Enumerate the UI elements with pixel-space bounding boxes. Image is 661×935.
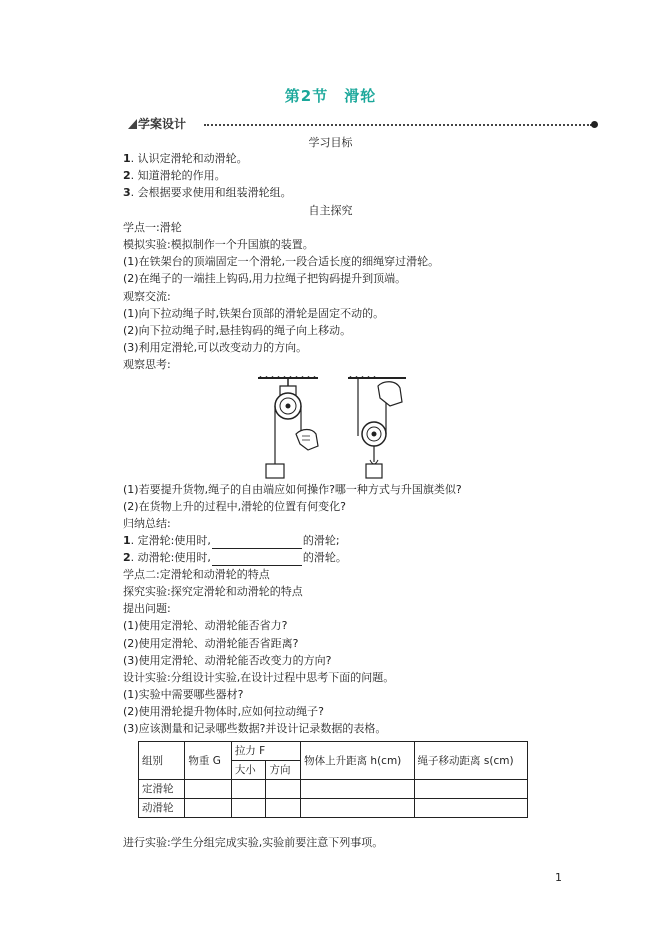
record-table bbox=[138, 741, 528, 818]
fill-in-blank[interactable] bbox=[212, 554, 302, 566]
text-line: (2)向下拉动绳子时,悬挂钩码的绳子向上移动。 bbox=[123, 324, 352, 337]
summary-item: 2. 动滑轮:使用时, 的滑轮。 bbox=[123, 551, 347, 564]
summary-item: 1. 定滑轮:使用时, 的滑轮; bbox=[123, 534, 340, 547]
table-row bbox=[139, 799, 528, 818]
table-header-group: 组别 bbox=[139, 742, 185, 780]
question-line: (1)若要提升货物,绳子的自由端应如何操作?哪一种方式与升国旗类似? bbox=[123, 483, 462, 496]
table-cell[interactable] bbox=[266, 799, 301, 818]
table-row-label: 动滑轮 bbox=[139, 799, 185, 818]
section-heading-explore: 自主探究 bbox=[308, 204, 353, 217]
table-header-direction: 方向 bbox=[266, 761, 301, 780]
text-line: (2)在绳子的一端挂上钩码,用力拉绳子把钩码提升到顶端。 bbox=[123, 272, 407, 285]
text-line: 学点一:滑轮 bbox=[123, 221, 182, 234]
fixed-pulley-pull-up-figure bbox=[348, 376, 406, 478]
banner-dotted-rule bbox=[204, 124, 592, 126]
text-line: 进行实验:学生分组完成实验,实验前要注意下列事项。 bbox=[123, 836, 384, 849]
text-line: (3)使用定滑轮、动滑轮能否改变力的方向? bbox=[123, 654, 332, 667]
goal-item: 2. 知道滑轮的作用。 bbox=[123, 169, 226, 182]
table-header-rise: 物体上升距离 h(cm) bbox=[301, 742, 414, 780]
banner-triangle-icon bbox=[128, 119, 137, 129]
text-line: 探究实验:探究定滑轮和动滑轮的特点 bbox=[123, 585, 303, 598]
table-header-move: 绳子移动距离 s(cm) bbox=[414, 742, 527, 780]
text-line: (1)使用定滑轮、动滑轮能否省力? bbox=[123, 619, 288, 632]
table-cell[interactable] bbox=[231, 799, 266, 818]
table-header-size: 大小 bbox=[231, 761, 266, 780]
table-cell[interactable] bbox=[185, 799, 231, 818]
text-line: 学点二:定滑轮和动滑轮的特点 bbox=[123, 568, 270, 581]
table-row-label: 定滑轮 bbox=[139, 780, 185, 799]
table-cell[interactable] bbox=[414, 799, 527, 818]
banner-label: 学案设计 bbox=[138, 117, 187, 131]
page-title: 第2节 滑轮 bbox=[284, 87, 377, 105]
banner-end-dot-icon bbox=[591, 121, 598, 128]
table-cell[interactable] bbox=[414, 780, 527, 799]
goal-item: 1. 认识定滑轮和动滑轮。 bbox=[123, 152, 248, 165]
fill-in-blank[interactable] bbox=[212, 537, 302, 549]
text-line: 观察交流: bbox=[123, 290, 171, 303]
question-line: (2)在货物上升的过程中,滑轮的位置有何变化? bbox=[123, 500, 346, 513]
text-line: (2)使用定滑轮、动滑轮能否省距离? bbox=[123, 637, 299, 650]
table-row bbox=[139, 780, 528, 799]
text-line: 提出问题: bbox=[123, 602, 171, 615]
pulley-illustration bbox=[256, 376, 406, 482]
text-line: (2)使用滑轮提升物体时,应如何拉动绳子? bbox=[123, 705, 324, 718]
text-line: 归纳总结: bbox=[123, 517, 171, 530]
text-line: (1)向下拉动绳子时,铁架台顶部的滑轮是固定不动的。 bbox=[123, 307, 385, 320]
table-cell[interactable] bbox=[301, 799, 414, 818]
goal-item: 3. 会根据要求使用和组装滑轮组。 bbox=[123, 186, 292, 199]
fixed-pulley-pull-down-figure bbox=[258, 376, 318, 478]
text-line: 设计实验:分组设计实验,在设计过程中思考下面的问题。 bbox=[123, 671, 395, 684]
table-cell[interactable] bbox=[266, 780, 301, 799]
text-line: (3)应该测量和记录哪些数据?并设计记录数据的表格。 bbox=[123, 722, 387, 735]
section-banner bbox=[128, 116, 598, 134]
table-header-weight: 物重 G bbox=[185, 742, 231, 780]
page-number: 1 bbox=[555, 871, 562, 884]
text-line: (3)利用定滑轮,可以改变动力的方向。 bbox=[123, 341, 308, 354]
section-heading-goals: 学习目标 bbox=[308, 136, 353, 149]
table-cell[interactable] bbox=[185, 780, 231, 799]
table-header-pull: 拉力 F bbox=[231, 742, 300, 761]
text-line: 模拟实验:模拟制作一个升国旗的装置。 bbox=[123, 238, 314, 251]
text-line: 观察思考: bbox=[123, 358, 171, 371]
table-cell[interactable] bbox=[301, 780, 414, 799]
table-cell[interactable] bbox=[231, 780, 266, 799]
text-line: (1)在铁架台的顶端固定一个滑轮,一段合适长度的细绳穿过滑轮。 bbox=[123, 255, 440, 268]
text-line: (1)实验中需要哪些器材? bbox=[123, 688, 244, 701]
